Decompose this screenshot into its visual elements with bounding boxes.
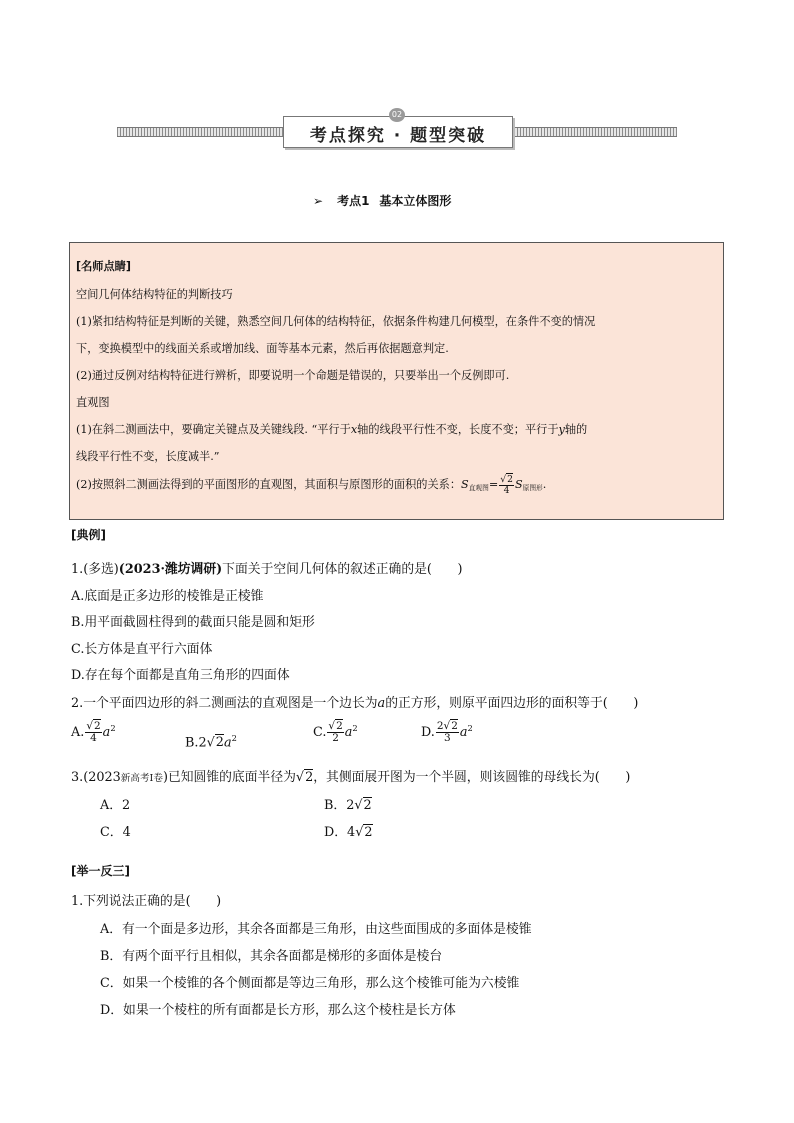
question-3: 3.(2023新高考Ⅰ卷)已知圆锥的底面半径为√2，其侧面展开图为一个半圆，则该圆锥的母线长为( ) xyxy=(71,770,631,785)
dianli-heading: [典例] xyxy=(71,528,106,542)
practice-option-b: B．有两个面平行且相似，其余各面都是梯形的多面体是棱台 xyxy=(100,949,443,964)
arrow-icon: ➢ xyxy=(313,194,324,208)
practice-question-1: 1.下列说法正确的是( ) xyxy=(71,894,222,909)
practice-option-c: C．如果一个棱锥的各个侧面都是等边三角形，那么这个棱锥可能为六棱锥 xyxy=(100,976,520,991)
question-2: 2.一个平面四边形的斜二测画法的直观图是一个边长为a的正方形，则原平面四边形的面积等于( ) xyxy=(71,696,639,711)
question-2-option-a: A. $\frac{√2}{4}$ $a^2$ xyxy=(71,720,116,745)
juyi-heading: [举一反三] xyxy=(71,864,130,878)
question-3-option-d: D．4√2 xyxy=(324,825,373,840)
tips-heading: [名师点睛] xyxy=(76,260,131,273)
tips-p1-line1: (1)紧扣结构特征是判断的关键，熟悉空间几何体的结构特征，依据条件构建几何模型，在条件不变的情况 xyxy=(76,315,596,328)
question-3-option-b: B．2√2 xyxy=(324,798,372,813)
kaodian-name: 基本立体图形 xyxy=(379,194,452,208)
question-3-option-c: C．4 xyxy=(100,825,131,840)
kaodian-label: 考点1 xyxy=(337,194,370,208)
tips-p3-line2: 线段平行性不变，长度减半.” xyxy=(76,450,220,463)
question-1-option-a: A.底面是正多边形的棱锥是正棱锥 xyxy=(71,589,264,604)
question-3-option-a: A．2 xyxy=(100,798,131,813)
tips-subtitle-2: 直观图 xyxy=(76,396,110,409)
tips-p4: (2)按照斜二测画法得到的平面图形的直观图，其面积与原图形的面积的关系：S直观图= $\frac{√2}{4}$ S原图形. xyxy=(76,474,547,496)
banner-badge: 02 xyxy=(389,108,405,122)
question-1-option-d: D.存在每个面都是直角三角形的四面体 xyxy=(71,668,290,683)
fraction-sqrt2-over-4: $\frac{√2}{4}$ xyxy=(500,474,513,496)
question-2-option-d: D. $\frac{2√2}{3}$ $a^2$ xyxy=(421,720,473,745)
practice-option-a: A．有一个面是多边形，其余各面都是三角形，由这些面围成的多面体是棱锥 xyxy=(100,922,532,937)
tips-box xyxy=(69,242,724,520)
tips-p2: (2)通过反例对结构特征进行辨析，即要说明一个命题是错误的，只要举出一个反例即可. xyxy=(76,369,510,382)
banner-stripe-right xyxy=(511,127,677,137)
banner-stripe-left xyxy=(117,127,284,137)
tips-subtitle-1: 空间几何体结构特征的判断技巧 xyxy=(76,288,233,301)
banner-title: 考点探究 · 题型突破 xyxy=(309,126,487,146)
practice-option-d: D．如果一个棱柱的所有面都是长方形，那么这个棱柱是长方体 xyxy=(100,1003,456,1018)
question-1: 1.(多选)(2023·潍坊调研)下面关于空间几何体的叙述正确的是( ) xyxy=(71,562,463,577)
question-2-option-c: C. $\frac{√2}{2}$ $a^2$ xyxy=(313,720,358,745)
kaodian-heading xyxy=(313,192,451,209)
tips-p3-line1: (1)在斜二测画法中，要确定关键点及关键线段. “平行于x轴的线段平行性不变，长度不变；平行于y轴的 xyxy=(76,423,588,436)
question-1-option-b: B.用平面截圆柱得到的截面只能是圆和矩形 xyxy=(71,615,315,630)
tips-p1-line2: 下，变换模型中的线面关系或增加线、面等基本元素，然后再依据题意判定. xyxy=(76,342,449,355)
question-1-option-c: C.长方体是直平行六面体 xyxy=(71,642,213,657)
question-2-option-b: $B.2√2a^2$ xyxy=(185,733,237,751)
